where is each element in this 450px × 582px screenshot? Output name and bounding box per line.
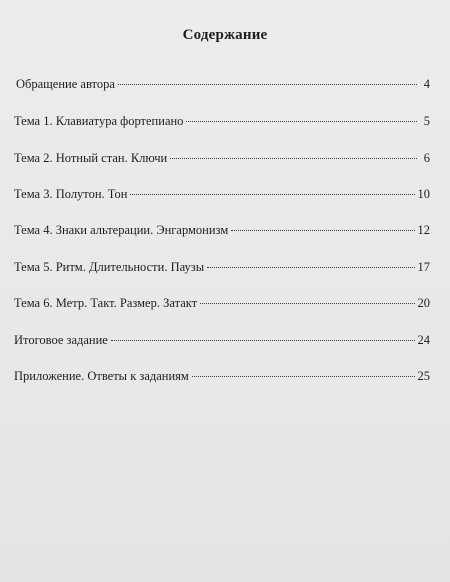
toc-entry-topic-2 xyxy=(14,151,430,165)
dot-leader xyxy=(170,157,417,159)
toc-entry-label: Тема 4. Знаки альтерации. Энгармонизм xyxy=(14,223,229,237)
toc-entry-page-number: 25 xyxy=(417,369,430,383)
toc-entry-authors-address xyxy=(14,77,430,91)
toc-entry-label: Тема 5. Ритм. Длительности. Паузы xyxy=(14,260,205,274)
dot-leader xyxy=(207,266,414,268)
toc-entry-label: Тема 1. Клавиатура фортепиано xyxy=(14,114,184,128)
toc-entry-page-number: 20 xyxy=(417,296,430,310)
dot-leader xyxy=(186,120,417,122)
toc-entry-page-number: 12 xyxy=(417,223,430,237)
toc-entry-page-number: 6 xyxy=(423,151,430,165)
toc-entry-appendix xyxy=(14,369,430,383)
toc-entry-topic-5 xyxy=(14,260,430,274)
toc-entry-topic-4 xyxy=(14,223,430,237)
dot-leader xyxy=(200,302,414,304)
toc-entry-topic-6 xyxy=(14,296,430,310)
toc-entry-label: Итоговое задание xyxy=(14,333,108,347)
toc-entry-topic-1 xyxy=(14,114,430,128)
toc-entry-page-number: 4 xyxy=(423,77,430,91)
toc-entry-page-number: 10 xyxy=(417,187,430,201)
toc-entry-final-assignment xyxy=(14,333,430,347)
toc-entry-label: Приложение. Ответы к заданиям xyxy=(14,369,189,383)
dot-leader xyxy=(111,339,415,341)
dot-leader xyxy=(192,375,415,377)
toc-entry-label: Тема 6. Метр. Такт. Размер. Затакт xyxy=(14,296,198,310)
toc-entry-page-number: 17 xyxy=(417,260,430,274)
dot-leader xyxy=(130,193,414,195)
toc-entry-label: Тема 2. Нотный стан. Ключи xyxy=(14,151,168,165)
toc-entry-label: Тема 3. Полутон. Тон xyxy=(14,187,128,201)
toc-entry-label: Обращение автора xyxy=(16,77,115,91)
dot-leader xyxy=(231,229,414,231)
page-title: Содержание xyxy=(182,27,268,43)
toc-entry-page-number: 24 xyxy=(417,333,430,347)
toc-entry-page-number: 5 xyxy=(423,114,430,128)
dot-leader xyxy=(118,83,417,85)
toc-entry-topic-3 xyxy=(14,187,430,201)
